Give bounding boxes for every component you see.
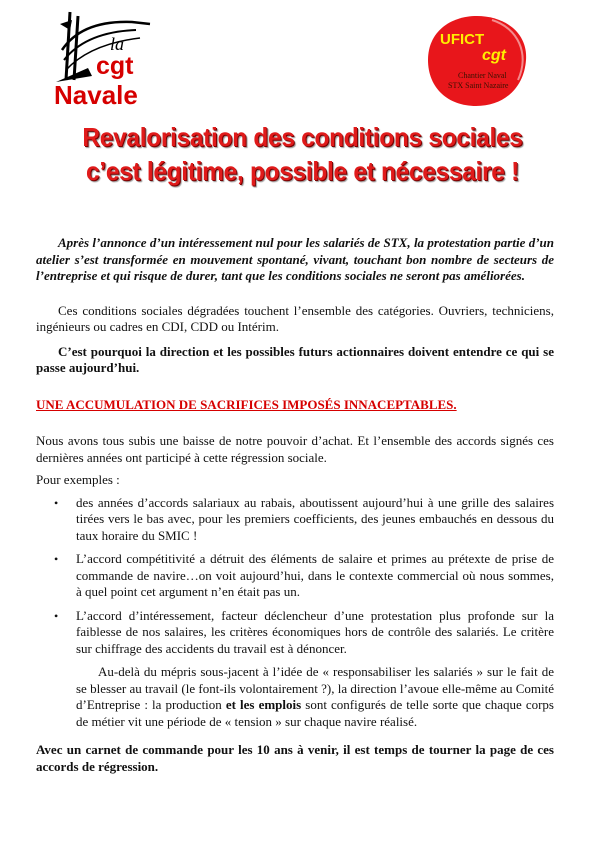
examples-list <box>36 495 554 658</box>
logo-chantier-text: Chantier Naval <box>458 71 507 80</box>
bullet-text: L’accord compétitivité a détruit des éléments de salaire et primes au prétexte de prise de commande de navire…on voit aujourd’hui, dans le contexte commercial où nous sommes, à quel point cet argument n’en était pas un. <box>76 551 554 599</box>
mepris-text-2: sont configurés de telle sorte que chaque corps de métier vit une période de « tension » sur chaque navire réalisé. <box>76 697 554 729</box>
bullet-text: L’accord d’intéressement, facteur déclencheur d’une protestation plus profonde sur la faiblesse de nos salaires, les critères économiques hors de contrôle des salariés. Le critère sur chiffrage des accidents du travail est à dénoncer. <box>76 607 554 656</box>
document-body <box>36 235 554 775</box>
pouvoir-paragraph: Nous avons tous subis une baisse de notre pouvoir d’achat. Et l’ensemble des accords signés ces dernières années ont participé à cette régression sociale. <box>36 433 554 465</box>
direction-paragraph: C’est pourquoi la direction et les possibles futurs actionnaires doivent entendre ce qui se passe aujourd’hui. <box>36 343 554 375</box>
conclusion-paragraph: Avec un carnet de commande pour les 10 ans à venir, il est temps de tourner la page de ces accords de régression. <box>36 742 554 774</box>
logo-cgt-right-text: cgt <box>482 47 506 64</box>
logo-la-text: la <box>110 34 125 54</box>
logo-cgt-text: cgt <box>96 52 134 80</box>
list-item <box>36 608 554 658</box>
list-item <box>36 495 554 545</box>
intro-paragraph: Après l’annonce d’un intéressement nul pour les salariés de STX, la protestation partie d’un atelier s’est transformée en mouvement spontané, vivant, touchant bon nombre de secteurs de l’entreprise et qui risque de durer, tant que les conditions sociales ne seront pas améliorées. <box>36 235 554 283</box>
ufict-emblem-icon <box>422 14 532 109</box>
bullet-icon: • <box>54 552 59 566</box>
logo-stx-text: STX Saint Nazaire <box>448 81 509 90</box>
page-title <box>46 120 558 188</box>
logo-navale-text: Navale <box>54 80 138 110</box>
conditions-paragraph: Ces conditions sociales dégradées touchent l’ensemble des catégories. Ouvriers, techniciens, ingénieurs ou cadres en CDI, CDD ou Intérim. <box>36 302 554 334</box>
mepris-bold-text: et les emplois <box>225 697 302 712</box>
section-heading-text: UNE ACCUMULATION DE SACRIFICES IMPOSÉS INNACEPTABLES. <box>36 396 457 412</box>
cgt-navale-logo <box>52 10 164 110</box>
ufict-cgt-logo <box>422 14 532 109</box>
pour-exemples-label: Pour exemples : <box>36 472 120 487</box>
section-heading <box>36 397 554 414</box>
mepris-paragraph <box>36 664 554 730</box>
mepris-text-1: Au-delà du mépris sous-jacent à l’idée de « responsabiliser les salariés » sur le fait de se blesser au travail (le font-ils volontairement ?), la direction l’avoue elle-même au Comité d’Entreprise : la production <box>76 664 554 712</box>
bullet-icon: • <box>54 495 59 510</box>
title-line-1: Revalorisation des conditions sociales <box>82 122 523 152</box>
ship-icon <box>52 10 164 110</box>
bullet-icon: • <box>54 608 59 623</box>
bullet-text: des années d’accords salariaux au rabais, aboutissent aujourd’hui à une grille des salaires tirées vers le bas avec, pour les premiers coefficients, des jeunes embauchés en dessous du taux horaire du SMIC ! <box>76 494 554 543</box>
logo-ufict-text: UFICT <box>440 31 485 48</box>
title-line-2: c’est légitime, possible et nécessaire ! <box>86 156 519 186</box>
list-item <box>36 551 554 601</box>
